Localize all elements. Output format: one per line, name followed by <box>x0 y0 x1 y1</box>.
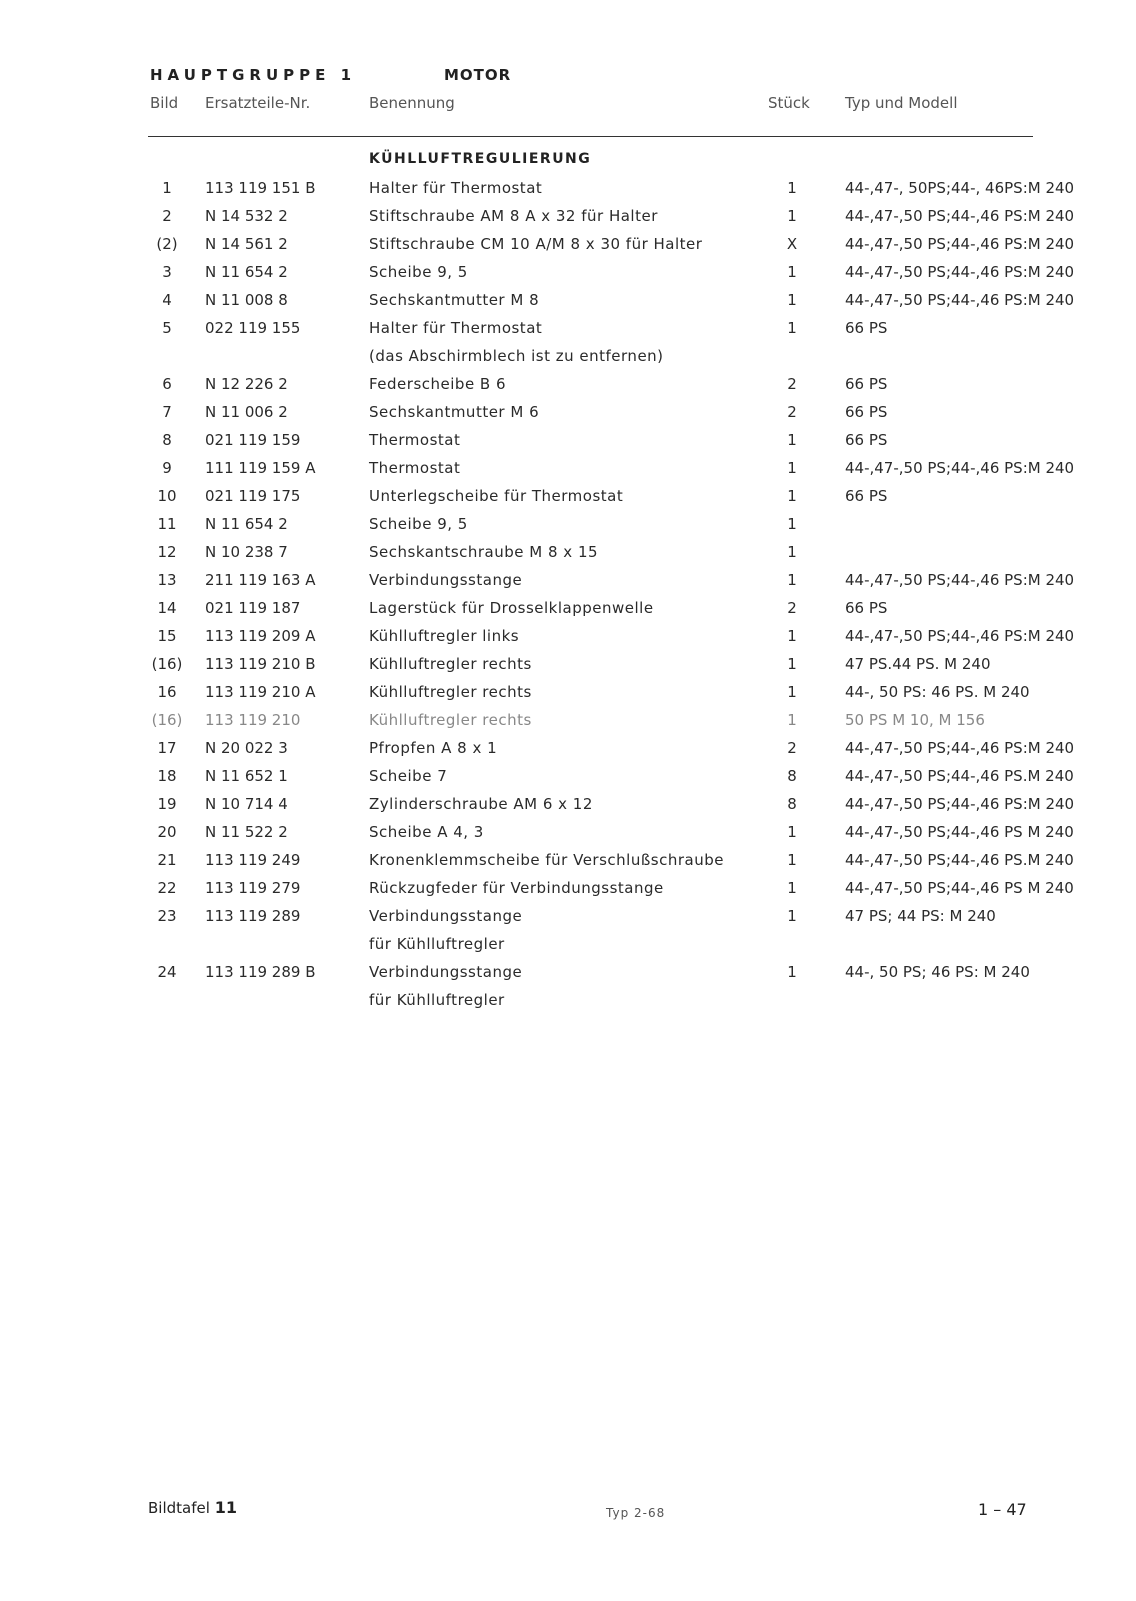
row-quantity: 1 <box>787 627 797 645</box>
table-row <box>0 711 1136 739</box>
row-bild: 9 <box>162 459 172 477</box>
row-part-number: N 11 652 1 <box>205 767 288 785</box>
row-quantity: 1 <box>787 263 797 281</box>
row-bild: 7 <box>162 403 172 421</box>
row-type-model: 44-,47-,50 PS;44-,46 PS:M 240 <box>845 571 1075 589</box>
row-part-number: 113 119 209 A <box>205 627 316 645</box>
row-part-number: 113 119 210 A <box>205 683 316 701</box>
row-part-number: 113 119 210 <box>205 711 301 729</box>
plate-label: Bildtafel <box>148 1499 210 1517</box>
row-part-number: N 12 226 2 <box>205 375 288 393</box>
table-row <box>0 879 1136 907</box>
row-quantity: 8 <box>787 795 797 813</box>
row-description: Verbindungsstange <box>369 907 523 925</box>
row-bild: 4 <box>162 291 172 309</box>
table-row <box>0 403 1136 431</box>
row-part-number: 113 119 289 B <box>205 963 316 981</box>
row-quantity: 1 <box>787 823 797 841</box>
row-type-model: 44-,47-,50 PS;44-,46 PS:M 240 <box>845 627 1075 645</box>
column-header-type-model: Typ und Modell <box>845 94 958 112</box>
table-row <box>0 599 1136 627</box>
row-part-number: 211 119 163 A <box>205 571 316 589</box>
row-quantity: 1 <box>787 459 797 477</box>
row-description: Thermostat <box>369 431 461 449</box>
column-header-bild: Bild <box>150 94 179 112</box>
row-description: Rückzugfeder für Verbindungsstange <box>369 879 664 897</box>
row-quantity: 1 <box>787 487 797 505</box>
row-type-model: 44-,47-, 50PS;44-, 46PS:M 240 <box>845 179 1075 197</box>
table-row <box>0 207 1136 235</box>
row-part-number: N 10 238 7 <box>205 543 288 561</box>
row-quantity: 1 <box>787 655 797 673</box>
row-quantity: 1 <box>787 291 797 309</box>
row-description: Scheibe A 4, 3 <box>369 823 484 841</box>
parts-list <box>0 179 1136 1019</box>
row-description: Lagerstück für Drosselklappenwelle <box>369 599 654 617</box>
row-bild: (16) <box>151 711 183 729</box>
row-type-model: 47 PS; 44 PS: M 240 <box>845 907 996 925</box>
table-row <box>0 291 1136 319</box>
row-part-number: 113 119 249 <box>205 851 301 869</box>
row-quantity: 1 <box>787 179 797 197</box>
row-bild: 21 <box>157 851 177 869</box>
table-row <box>0 571 1136 599</box>
row-bild: 12 <box>157 543 177 561</box>
column-header-part-number: Ersatzteile-Nr. <box>205 94 311 112</box>
row-description: Kronenklemmscheibe für Verschlußschraube <box>369 851 724 869</box>
row-description: Scheibe 9, 5 <box>369 263 468 281</box>
table-row <box>0 543 1136 571</box>
row-description: Federscheibe B 6 <box>369 375 507 393</box>
row-type-model: 44-,47-,50 PS;44-,46 PS.M 240 <box>845 767 1074 785</box>
row-quantity: 2 <box>787 739 797 757</box>
row-type-model: 66 PS <box>845 319 888 337</box>
table-row <box>0 319 1136 347</box>
row-bild: (2) <box>156 235 178 253</box>
row-quantity: 1 <box>787 571 797 589</box>
row-part-number: N 14 532 2 <box>205 207 288 225</box>
row-bild: 6 <box>162 375 172 393</box>
row-bild: (16) <box>151 655 183 673</box>
row-bild: 15 <box>157 627 177 645</box>
row-bild: 19 <box>157 795 177 813</box>
row-type-model: 50 PS M 10, M 156 <box>845 711 985 729</box>
row-type-model: 44-,47-,50 PS;44-,46 PS M 240 <box>845 823 1074 841</box>
row-bild: 14 <box>157 599 177 617</box>
row-description: Kühlluftregler rechts <box>369 683 532 701</box>
row-quantity: 2 <box>787 403 797 421</box>
table-row <box>0 235 1136 263</box>
row-type-model: 44-, 50 PS: 46 PS. M 240 <box>845 683 1030 701</box>
row-bild: 20 <box>157 823 177 841</box>
row-part-number: 113 119 151 B <box>205 179 316 197</box>
row-part-number: 113 119 289 <box>205 907 301 925</box>
row-quantity: 8 <box>787 767 797 785</box>
row-bild: 22 <box>157 879 177 897</box>
table-row <box>0 767 1136 795</box>
row-description: Sechskantmutter M 8 <box>369 291 540 309</box>
table-row <box>0 851 1136 879</box>
row-type-model: 47 PS.44 PS. M 240 <box>845 655 991 673</box>
row-type-model: 66 PS <box>845 599 888 617</box>
row-type-model: 44-,47-,50 PS;44-,46 PS:M 240 <box>845 459 1075 477</box>
main-group-heading: HAUPTGRUPPE 1 <box>150 66 357 84</box>
row-part-number: N 11 654 2 <box>205 515 288 533</box>
row-bild: 18 <box>157 767 177 785</box>
row-quantity: 1 <box>787 711 797 729</box>
table-row <box>0 823 1136 851</box>
plate-number: 11 <box>214 1498 237 1517</box>
row-bild: 5 <box>162 319 172 337</box>
table-row <box>0 907 1136 935</box>
row-description: Thermostat <box>369 459 461 477</box>
table-row <box>0 375 1136 403</box>
row-type-model: 44-,47-,50 PS;44-,46 PS.M 240 <box>845 851 1074 869</box>
table-row <box>0 655 1136 683</box>
row-type-model: 66 PS <box>845 403 888 421</box>
row-quantity: 1 <box>787 431 797 449</box>
table-row <box>0 431 1136 459</box>
row-part-number: N 14 561 2 <box>205 235 288 253</box>
row-part-number: 022 119 155 <box>205 319 301 337</box>
row-description: Halter für Thermostat <box>369 319 543 337</box>
row-bild: 17 <box>157 739 177 757</box>
row-part-number: 021 119 159 <box>205 431 301 449</box>
row-type-model: 66 PS <box>845 487 888 505</box>
row-quantity: 2 <box>787 599 797 617</box>
row-description: Sechskantmutter M 6 <box>369 403 540 421</box>
row-type-model: 44-,47-,50 PS;44-,46 PS M 240 <box>845 879 1074 897</box>
row-type-model: 44-,47-,50 PS;44-,46 PS:M 240 <box>845 739 1075 757</box>
row-description: Zylinderschraube AM 6 x 12 <box>369 795 593 813</box>
row-quantity: 2 <box>787 375 797 393</box>
row-description: Pfropfen A 8 x 1 <box>369 739 498 757</box>
row-description: Kühlluftregler rechts <box>369 711 532 729</box>
row-type-model: 66 PS <box>845 431 888 449</box>
row-part-number: 021 119 175 <box>205 487 301 505</box>
row-part-number: 113 119 279 <box>205 879 301 897</box>
row-description: für Kühlluftregler <box>369 935 505 953</box>
row-bild: 2 <box>162 207 172 225</box>
row-bild: 16 <box>157 683 177 701</box>
row-part-number: 113 119 210 B <box>205 655 316 673</box>
row-quantity: X <box>786 235 798 253</box>
row-type-model: 66 PS <box>845 375 888 393</box>
row-quantity: 1 <box>787 851 797 869</box>
row-part-number: 111 119 159 A <box>205 459 316 477</box>
row-type-model: 44-,47-,50 PS;44-,46 PS:M 240 <box>845 235 1075 253</box>
footer-plate <box>148 1498 237 1517</box>
row-description: für Kühlluftregler <box>369 991 505 1009</box>
row-part-number: N 11 008 8 <box>205 291 288 309</box>
table-row <box>0 795 1136 823</box>
row-description: Halter für Thermostat <box>369 179 543 197</box>
row-description: Verbindungsstange <box>369 571 523 589</box>
row-description: Stiftschraube AM 8 A x 32 für Halter <box>369 207 658 225</box>
row-description: Sechskantschraube M 8 x 15 <box>369 543 599 561</box>
table-row <box>0 683 1136 711</box>
row-bild: 3 <box>162 263 172 281</box>
row-quantity: 1 <box>787 515 797 533</box>
row-quantity: 1 <box>787 207 797 225</box>
row-quantity: 1 <box>787 319 797 337</box>
column-header-quantity: Stück <box>768 94 810 112</box>
row-bild: 10 <box>157 487 177 505</box>
row-bild: 13 <box>157 571 177 589</box>
row-part-number: N 11 654 2 <box>205 263 288 281</box>
table-row <box>0 515 1136 543</box>
page-number: 1 – 47 <box>978 1500 1027 1519</box>
row-description: Kühlluftregler rechts <box>369 655 532 673</box>
row-part-number: N 11 006 2 <box>205 403 288 421</box>
table-row <box>0 347 1136 375</box>
row-type-model: 44-,47-,50 PS;44-,46 PS:M 240 <box>845 291 1075 309</box>
row-bild: 11 <box>157 515 177 533</box>
row-description: Kühlluftregler links <box>369 627 520 645</box>
row-description: Scheibe 7 <box>369 767 448 785</box>
row-type-model: 44-, 50 PS; 46 PS: M 240 <box>845 963 1030 981</box>
row-description: Unterlegscheibe für Thermostat <box>369 487 624 505</box>
row-description: Scheibe 9, 5 <box>369 515 468 533</box>
row-quantity: 1 <box>787 963 797 981</box>
row-description: Stiftschraube CM 10 A/M 8 x 30 für Halter <box>369 235 703 253</box>
table-row <box>0 179 1136 207</box>
row-part-number: 021 119 187 <box>205 599 301 617</box>
row-bild: 8 <box>162 431 172 449</box>
footer-type: Typ 2-68 <box>606 1506 666 1520</box>
row-bild: 23 <box>157 907 177 925</box>
table-row <box>0 459 1136 487</box>
table-row <box>0 263 1136 291</box>
row-type-model: 44-,47-,50 PS;44-,46 PS:M 240 <box>845 207 1075 225</box>
row-quantity: 1 <box>787 907 797 925</box>
table-row <box>0 963 1136 991</box>
row-type-model: 44-,47-,50 PS;44-,46 PS:M 240 <box>845 263 1075 281</box>
row-quantity: 1 <box>787 683 797 701</box>
table-row <box>0 935 1136 963</box>
row-type-model: 44-,47-,50 PS;44-,46 PS:M 240 <box>845 795 1075 813</box>
row-part-number: N 11 522 2 <box>205 823 288 841</box>
row-part-number: N 20 022 3 <box>205 739 288 757</box>
row-bild: 24 <box>157 963 177 981</box>
row-description: Verbindungsstange <box>369 963 523 981</box>
table-row <box>0 627 1136 655</box>
group-title: MOTOR <box>444 66 512 84</box>
row-bild: 1 <box>162 179 172 197</box>
column-header-description: Benennung <box>369 94 455 112</box>
section-title: KÜHLLUFTREGULIERUNG <box>369 151 592 167</box>
row-quantity: 1 <box>787 543 797 561</box>
table-row <box>0 991 1136 1019</box>
table-row <box>0 739 1136 767</box>
row-quantity: 1 <box>787 879 797 897</box>
table-row <box>0 487 1136 515</box>
row-description: (das Abschirmblech ist zu entfernen) <box>369 347 664 365</box>
row-part-number: N 10 714 4 <box>205 795 288 813</box>
header-divider <box>148 136 1033 137</box>
